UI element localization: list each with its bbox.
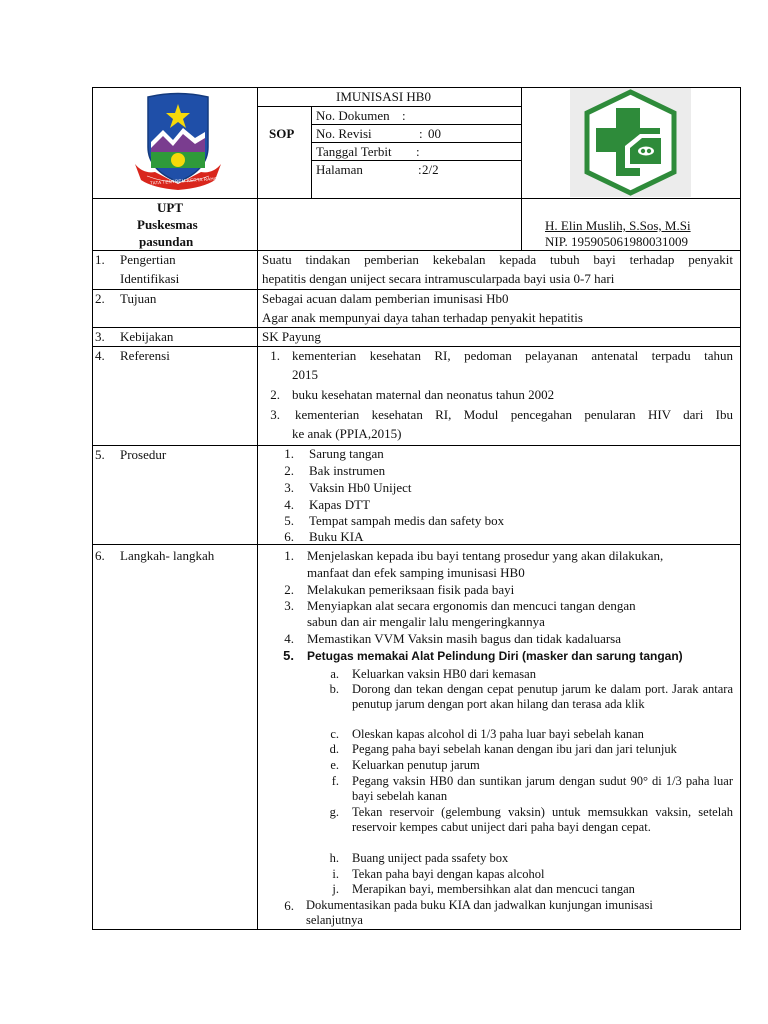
list-item-line: Memastikan VVM Vaksin masih bagus dan tidak kadaluarsa <box>307 631 621 646</box>
page-sep: : <box>418 162 422 177</box>
sub-item-text: Buang uniject pada ssafety box <box>352 851 509 865</box>
sub-item-letter: b. <box>329 682 339 696</box>
section-label: Pengertian <box>120 252 176 267</box>
doc-number-sep: : <box>402 108 406 123</box>
list-item-line: selanjutnya <box>306 913 363 927</box>
sub-item-letter: h. <box>329 851 339 865</box>
list-item-line: ke anak (PPIA,2015) <box>292 426 402 441</box>
list-item-number: 6. <box>284 529 294 544</box>
list-item-number: 3. <box>284 598 294 613</box>
list-item-number: 6. <box>284 898 294 913</box>
sub-item-text: Dorong dan tekan dengan cepat penutup jarum ke dalam port. Jarak antara penutup jarum dengan port akan hilang dan terasa ada klik <box>352 682 733 711</box>
issue-date-label: Tanggal Terbit <box>316 144 392 159</box>
list-item-number: 2. <box>284 463 294 478</box>
signer-name: H. Elin Muslih, S.Sos, M.Si <box>545 218 691 233</box>
section-text-line: Suatu tindakan pemberian kekebalan kepada tubuh bayi terhadap penyakit <box>262 252 733 267</box>
section-text: SK Payung <box>262 329 321 344</box>
sub-item-text: Pegang vaksin HB0 dan suntikan jarum dengan sudut 90° di 1/3 paha luar bayi sebelah kanan <box>352 774 733 803</box>
section-label: Prosedur <box>120 447 167 462</box>
section-label: Referensi <box>120 348 170 363</box>
section-number: 4. <box>95 348 105 363</box>
list-item-number: 2. <box>270 387 280 402</box>
sub-item-text: Merapikan bayi, membersihkan alat dan mencuci tangan <box>352 882 635 896</box>
doc-number-label: No. Dokumen <box>316 108 390 123</box>
list-item-line: kementerian kesehatan RI, pedoman pelayanan antenatal terpadu tahun <box>292 348 733 363</box>
section-text-line: Sebagai acuan dalam pemberian imunisasi Hb0 <box>262 291 509 306</box>
list-item-line: Melakukan pemeriksaan fisik pada bayi <box>307 582 515 597</box>
section-number: 3. <box>95 329 105 344</box>
list-item-line: Menyiapkan alat secara ergonomis dan mencuci tangan dengan <box>307 598 636 613</box>
list-item-line: Menjelaskan kepada ibu bayi tentang prosedur yang akan dilakukan, <box>307 548 664 563</box>
section-number: 2. <box>95 291 105 306</box>
list-item-number: 5. <box>284 513 294 528</box>
list-item-number: 4. <box>284 631 294 646</box>
sub-item-letter: d. <box>329 742 339 756</box>
puskesmas-logo <box>570 88 691 197</box>
list-item-number: 1. <box>270 348 280 363</box>
list-item-line: sabun dan air mengalir lalu mengeringkannya <box>307 614 545 629</box>
sub-item-text: Oleskan kapas alcohol di 1/3 paha luar bayi sebelah kanan <box>352 727 644 741</box>
sub-item-letter: c. <box>330 727 339 741</box>
list-item-text: Tempat sampah medis dan safety box <box>309 513 505 528</box>
sub-item-text: Keluarkan vaksin HB0 dari kemasan <box>352 667 536 681</box>
sub-item-text: Tekan reservoir (gelembung vaksin) untuk memsukkan vaksin, setelah reservoir kempes cabut uniject dari paha bayi dengan cepat. <box>352 805 733 834</box>
document-title: IMUNISASI HB0 <box>336 89 431 104</box>
sub-item-letter: i. <box>332 867 339 881</box>
sub-item-letter: g. <box>329 805 339 819</box>
section-label: Kebijakan <box>120 329 174 344</box>
list-item-text: Vaksin Hb0 Uniject <box>309 480 412 495</box>
list-item-number: 2. <box>284 582 294 597</box>
sub-item-text: Keluarkan penutup jarum <box>352 758 480 772</box>
list-item-number: 3. <box>270 407 280 422</box>
org-upt: UPT <box>157 200 183 215</box>
sub-item-letter: j. <box>332 882 339 896</box>
list-item-number: 3. <box>284 480 294 495</box>
list-item-text: Sarung tangan <box>309 446 384 461</box>
section-number: 5. <box>95 447 105 462</box>
sub-item-letter: f. <box>331 774 339 788</box>
org-name: pasundan <box>139 234 194 249</box>
section-number: 6. <box>95 548 105 563</box>
section-label: Tujuan <box>120 291 157 306</box>
sub-item-letter: a. <box>330 667 339 681</box>
list-item-line: manfaat dan efek samping imunisasi HB0 <box>307 565 525 580</box>
list-item-text: Bak instrumen <box>309 463 386 478</box>
sop-label: SOP <box>269 126 295 141</box>
page-label: Halaman <box>316 162 363 177</box>
issue-date-sep: : <box>416 144 420 159</box>
list-item-line: Dokumentasikan pada buku KIA dan jadwalkan kunjungan imunisasi <box>306 898 653 912</box>
signer-nip: NIP. 195905061980031009 <box>545 234 689 249</box>
list-item-number: 4. <box>284 497 294 512</box>
emblem-motto: TATA TENTREM KERTA RAHARJA <box>149 175 227 186</box>
list-item-number: 5. <box>283 648 294 663</box>
list-item-line: kementerian kesehatan RI, Modul pencegahan penularan HIV dari Ibu <box>295 407 733 422</box>
sub-item-text: Pegang paha bayi sebelah kanan dengan ibu jari dan jari telunjuk <box>352 742 677 756</box>
list-item-text: Kapas DTT <box>309 497 371 512</box>
list-item-line: buku kesehatan maternal dan neonatus tahun 2002 <box>292 387 555 402</box>
section-label: Langkah- langkah <box>120 548 215 563</box>
list-item-text: Petugas memakai Alat Pelindung Diri (masker dan sarung tangan) <box>307 649 683 663</box>
revision-label: No. Revisi <box>316 126 372 141</box>
org-puskesmas: Puskesmas <box>137 217 198 232</box>
list-item-line: 2015 <box>292 367 318 382</box>
revision-sep: : <box>419 126 423 141</box>
list-item-number: 1. <box>284 446 294 461</box>
sub-item-letter: e. <box>330 758 339 772</box>
section-label-2: Identifikasi <box>120 271 180 286</box>
page-value: 2/2 <box>422 162 439 177</box>
list-item-text: Buku KIA <box>309 529 364 544</box>
section-number: 1. <box>95 252 105 267</box>
section-text-line: hepatitis dengan uniject secara intramuscularpada bayi usia 0-7 hari <box>262 271 615 286</box>
revision-value: 00 <box>428 126 441 141</box>
list-item-number: 1. <box>284 548 294 563</box>
section-text-line: Agar anak mempunyai daya tahan terhadap penyakit hepatitis <box>262 310 583 325</box>
sub-item-text: Tekan paha bayi dengan kapas alcohol <box>352 867 545 881</box>
